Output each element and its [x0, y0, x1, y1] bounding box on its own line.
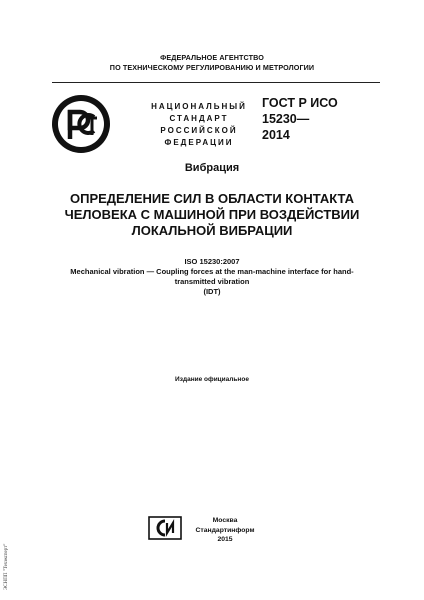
gost-r-logo-icon [50, 93, 112, 155]
english-title-line-2: transmitted vibration [174, 277, 250, 286]
standard-code-line-2: 15230— [262, 112, 310, 126]
title-line-3: ЛОКАЛЬНОЙ ВИБРАЦИИ [131, 223, 293, 238]
standard-code-line-1: ГОСТ Р ИСО [262, 96, 338, 110]
english-title [40, 267, 384, 297]
standard-name-line-2: СТАНДАРТ [169, 114, 229, 123]
standard-code [262, 95, 338, 143]
publisher-city: Москва [212, 517, 238, 524]
agency-header [0, 53, 424, 72]
document-title [20, 191, 404, 239]
english-title-line-3: (IDT) [203, 287, 221, 296]
title-line-2: ЧЕЛОВЕКА С МАШИНОЙ ПРИ ВОЗДЕЙСТВИИ [64, 207, 360, 222]
publisher-name: Стандартинформ [195, 526, 255, 534]
standard-name-line-4: ФЕДЕРАЦИИ [164, 138, 234, 147]
header-divider [52, 82, 380, 83]
edition-note: Издание официальное [175, 376, 249, 383]
agency-line-1: ФЕДЕРАЛЬНОЕ АГЕНТСТВО [160, 53, 264, 62]
agency-line-2: ПО ТЕХНИЧЕСКОМУ РЕГУЛИРОВАНИЮ И МЕТРОЛОГИИ [109, 62, 315, 72]
standard-name-line-1: НАЦИОНАЛЬНЫЙ [151, 102, 247, 111]
side-watermark-text: ЭСНПП "Техэксперт" [4, 543, 9, 590]
subject-heading: Вибрация [184, 162, 240, 174]
standard-type [140, 101, 258, 149]
title-line-1: ОПРЕДЕЛЕНИЕ СИЛ В ОБЛАСТИ КОНТАКТА [70, 191, 354, 206]
iso-number: ISO 15230:2007 [184, 257, 240, 266]
standard-code-line-3: 2014 [262, 128, 290, 142]
standartinform-logo-icon [148, 516, 182, 540]
publisher-block [190, 516, 260, 545]
publisher-year: 2015 [217, 536, 233, 543]
english-title-line-1: Mechanical vibration — Coupling forces at the man-machine interface for hand- [70, 267, 354, 276]
standard-name-line-3: РОССИЙСКОЙ [160, 126, 238, 135]
